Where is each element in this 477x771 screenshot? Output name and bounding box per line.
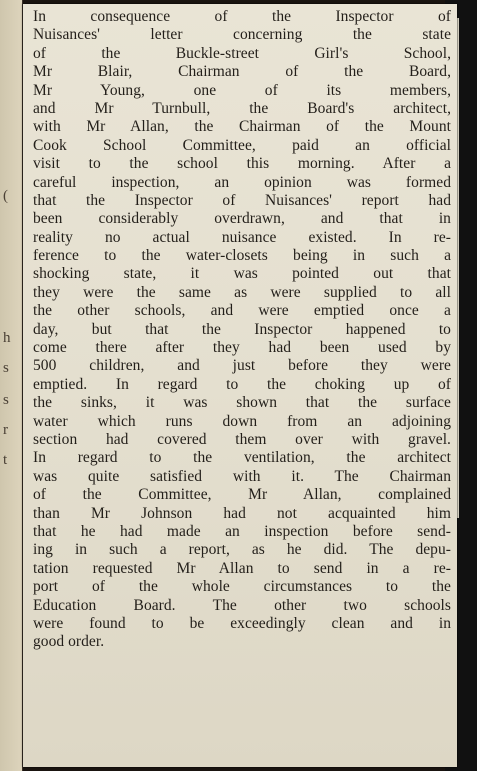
newspaper-clipping <box>23 4 457 767</box>
article-line: of the Buckle-street Girl's School, <box>33 44 451 62</box>
adjacent-column-fragment: s <box>3 360 9 376</box>
adjacent-column-fragment: h <box>3 330 11 346</box>
article-line: ference to the water-closets being in such a <box>33 247 451 265</box>
article-line: were found to be exceedingly clean and in <box>33 614 451 632</box>
article-line: emptied. In regard to the choking up of <box>33 375 451 393</box>
article-line: Education Board. The other two schools <box>33 596 451 614</box>
article-line: In regard to the ventilation, the architect <box>33 449 451 467</box>
article-line: with Mr Allan, the Chairman of the Mount <box>33 118 451 136</box>
adjacent-column-fragment: t <box>3 452 8 468</box>
article-line: day, but that the Inspector happened to <box>33 320 451 338</box>
article-line: than Mr Johnson had not acquainted him <box>33 504 451 522</box>
article-line: good order. <box>33 633 105 651</box>
adjacent-column-fragment: ( <box>3 188 8 204</box>
article-line: 500 children, and just before they were <box>33 357 451 375</box>
article-line: visit to the school this morning. After a <box>33 155 451 173</box>
article-line: that the Inspector of Nuisances' report had <box>33 191 451 209</box>
article-line: reality no actual nuisance existed. In re- <box>33 228 451 246</box>
article-line: that he had made an inspection before send- <box>33 522 451 540</box>
adjacent-column-fragment: r <box>3 422 8 438</box>
article-line: Mr Blair, Chairman of the Board, <box>33 63 451 81</box>
article-line: the other schools, and were emptied once a <box>33 302 451 320</box>
article-line: Nuisances' letter concerning the state <box>33 26 451 44</box>
article-line: the sinks, it was shown that the surface <box>33 394 451 412</box>
article-line: careful inspection, an opinion was formed <box>33 173 451 191</box>
article-line: In consequence of the Inspector of <box>33 8 451 25</box>
article-line: shocking state, it was pointed out that <box>33 265 451 283</box>
article-line: port of the whole circumstances to the <box>33 578 451 596</box>
adjacent-column-strip <box>0 0 23 771</box>
article-line: they were the same as were supplied to all <box>33 283 451 301</box>
article-line: section had covered them over with gravel. <box>33 430 451 448</box>
article-line: come there after they had been used by <box>33 339 451 357</box>
article-line: of the Committee, Mr Allan, complained <box>33 486 451 504</box>
article-line: ing in such a report, as he did. The depu- <box>33 541 451 559</box>
article-line: tation requested Mr Allan to send in a re- <box>33 559 451 577</box>
article-line: been considerably overdrawn, and that in <box>33 210 451 228</box>
article-line: and Mr Turnbull, the Board's architect, <box>33 99 451 117</box>
article-line: was quite satisfied with it. The Chairman <box>33 467 451 485</box>
article-line: Cook School Committee, paid an official <box>33 136 451 154</box>
adjacent-column-fragment: s <box>3 392 9 408</box>
article-body <box>33 8 451 652</box>
article-line: Mr Young, one of its members, <box>33 81 451 99</box>
article-line: water which runs down from an adjoining <box>33 412 451 430</box>
